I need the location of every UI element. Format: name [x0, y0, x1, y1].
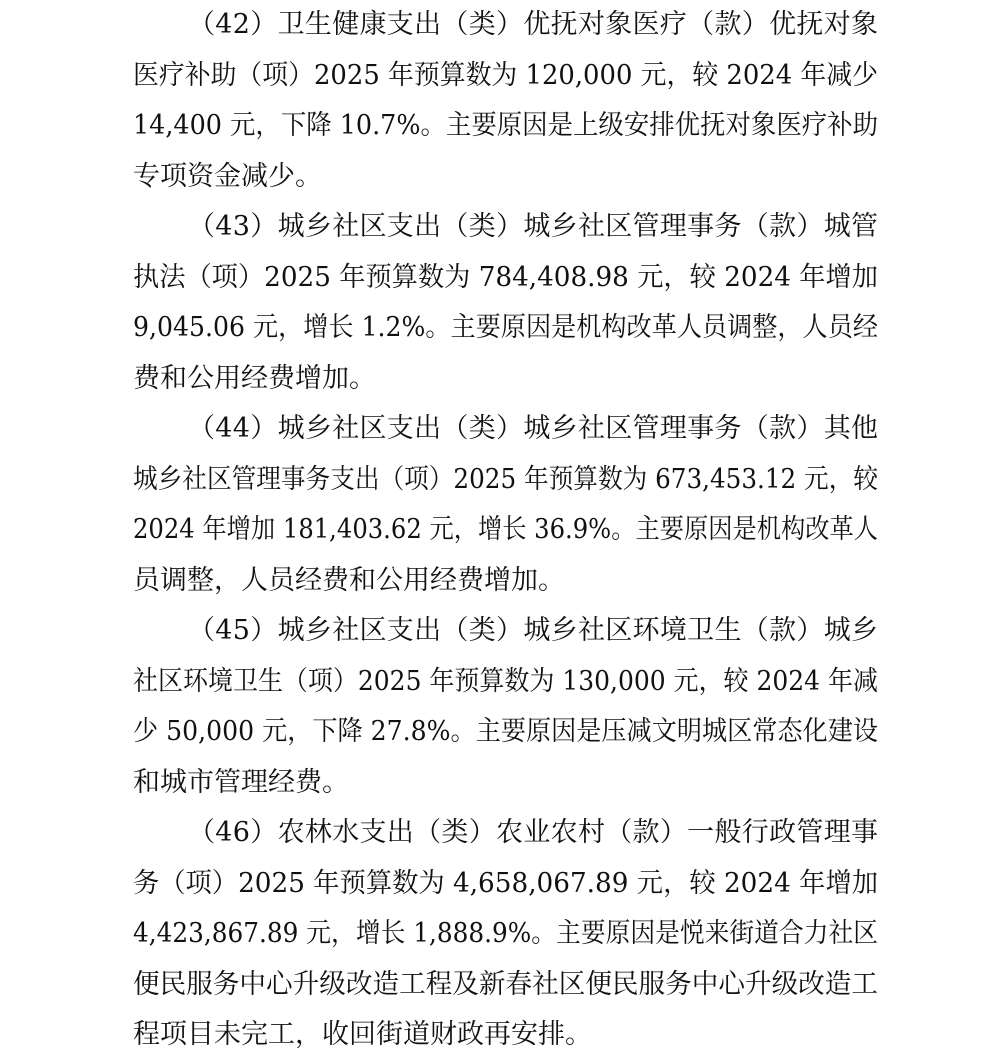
- text-line: [133, 808, 878, 859]
- line-text: 4,423,867.89 元，增长 1,888.9%。主要原因是悦来街道合力社区: [133, 918, 878, 949]
- line-text: 9,045.06 元，增长 1.2%。主要原因是机构改革人员调整，人员经: [133, 312, 878, 343]
- text-line: [133, 303, 878, 354]
- line-text: 2024 年增加 181,403.62 元，增长 36.9%。主要原因是机构改革人: [133, 514, 878, 545]
- document-page: [133, 0, 878, 1061]
- line-text: 费和公用经费增加。: [133, 362, 376, 394]
- line-text: （44）城乡社区支出（类）城乡社区管理事务（款）其他: [188, 413, 879, 444]
- text-line: [133, 758, 878, 809]
- line-text: （45）城乡社区支出（类）城乡社区环境卫生（款）城乡: [188, 615, 879, 646]
- text-line: [133, 354, 878, 405]
- line-text: （46）农林水支出（类）农业农村（款）一般行政管理事: [188, 817, 879, 848]
- text-line: [133, 0, 878, 51]
- text-line: [133, 859, 878, 910]
- line-text: 务（项）2025 年预算数为 4,658,067.89 元，较 2024 年增加: [133, 867, 878, 899]
- text-line: [133, 202, 878, 253]
- line-text: 便民服务中心升级改造工程及新春社区便民服务中心升级改造工: [133, 968, 878, 1000]
- text-line: [133, 505, 878, 556]
- line-text: 医疗补助（项）2025 年预算数为 120,000 元，较 2024 年减少: [133, 59, 878, 91]
- line-text: 执法（项）2025 年预算数为 784,408.98 元，较 2024 年增加: [133, 261, 878, 293]
- line-text: 城乡社区管理事务支出（项）2025 年预算数为 673,453.12 元，较: [133, 463, 878, 495]
- text-line: [133, 556, 878, 607]
- line-text: （43）城乡社区支出（类）城乡社区管理事务（款）城管: [188, 211, 879, 242]
- paragraph: [133, 0, 878, 202]
- line-text: 员调整，人员经费和公用经费增加。: [133, 564, 565, 596]
- line-text: 社区环境卫生（项）2025 年预算数为 130,000 元，较 2024 年减: [133, 665, 878, 697]
- text-line: [133, 707, 878, 758]
- text-line: [133, 1010, 878, 1061]
- line-text: （42）卫生健康支出（类）优抚对象医疗（款）优抚对象: [188, 9, 879, 40]
- text-line: [133, 960, 878, 1011]
- text-line: [133, 51, 878, 102]
- line-text: 专项资金减少。: [133, 160, 322, 192]
- line-text: 程项目未完工，收回街道财政再安排。: [133, 1019, 592, 1050]
- text-line: [133, 404, 878, 455]
- line-text: 少 50,000 元，下降 27.8%。主要原因是压减文明城区常态化建设: [133, 716, 878, 747]
- text-line: [133, 253, 878, 304]
- text-line: [133, 101, 878, 152]
- text-line: [133, 455, 878, 506]
- text-line: [133, 152, 878, 203]
- paragraph: [133, 404, 878, 606]
- text-line: [133, 657, 878, 708]
- paragraph: [133, 808, 878, 1061]
- paragraph: [133, 202, 878, 404]
- line-text: 14,400 元，下降 10.7%。主要原因是上级安排优抚对象医疗补助: [133, 110, 878, 141]
- line-text: 和城市管理经费。: [133, 766, 349, 798]
- paragraph: [133, 606, 878, 808]
- text-line: [133, 606, 878, 657]
- text-line: [133, 909, 878, 960]
